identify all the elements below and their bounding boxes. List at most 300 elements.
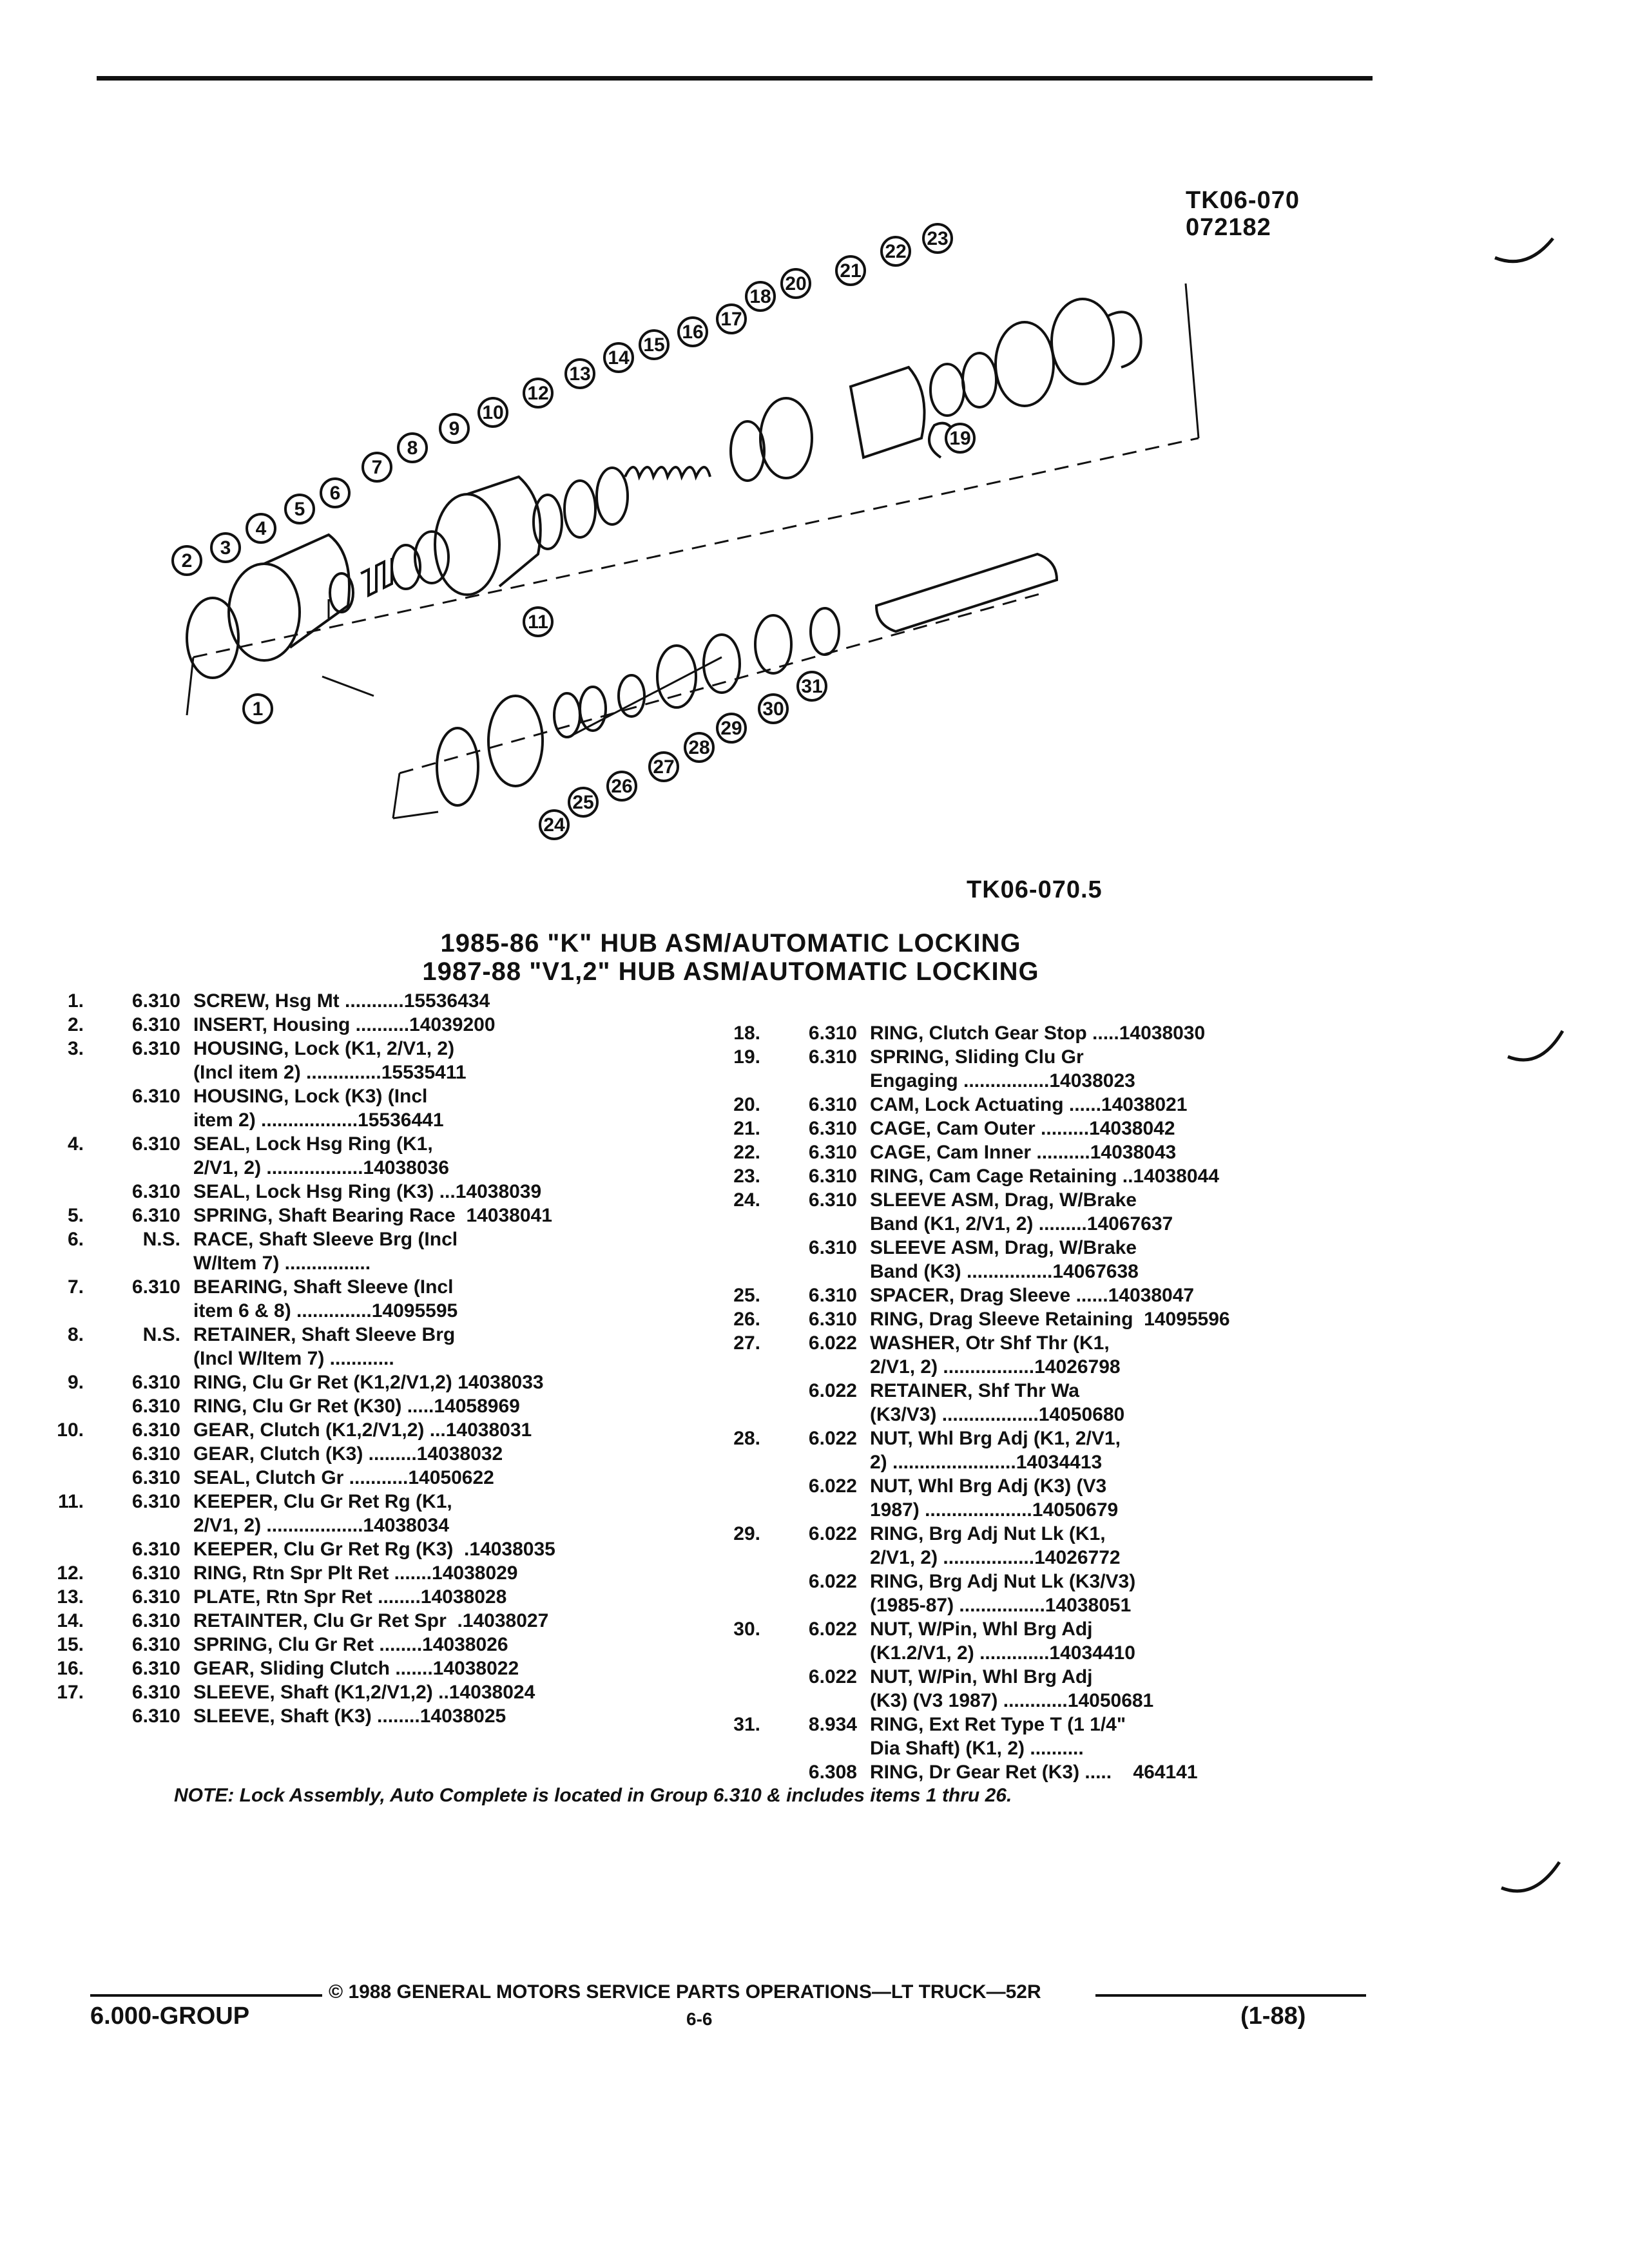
part-description: NUT, W/Pin, Whl Brg Adj	[870, 1666, 1093, 1687]
part-description: HOUSING, Lock (K3) (Incl	[193, 1086, 428, 1107]
item-number	[26, 1466, 97, 1490]
item-number: 21.	[733, 1118, 760, 1139]
group-code: 6.022	[808, 1332, 857, 1354]
part-description: (Incl item 2) ..............15535411	[193, 1062, 467, 1083]
parts-row	[702, 1665, 1360, 1689]
parts-row	[702, 1546, 1360, 1570]
group-code	[97, 1514, 193, 1537]
callout-label: 6	[329, 483, 341, 504]
item-number: 17.	[57, 1682, 84, 1703]
part-description: SPACER, Drag Sleeve ......14038047	[870, 1285, 1195, 1306]
part-description: NUT, Whl Brg Adj (K1, 2/V1,	[870, 1428, 1121, 1449]
item-number	[26, 1299, 97, 1323]
group-code	[773, 1641, 870, 1665]
item-number	[26, 1537, 97, 1561]
group-code: 8.934	[808, 1714, 857, 1735]
group-code	[97, 1347, 193, 1370]
group-code: 6.310	[131, 1634, 180, 1655]
group-code: 6.310	[131, 1419, 180, 1441]
callout-label: 23	[927, 228, 949, 249]
part-description: 2) .......................14034413	[870, 1452, 1103, 1473]
group-code: 6.308	[808, 1762, 857, 1783]
callout-label: 11	[528, 611, 548, 633]
item-number	[26, 1156, 97, 1180]
group-label: 6.000-GROUP	[90, 2003, 250, 2030]
parts-row	[702, 1021, 1360, 1045]
parts-row	[702, 1117, 1360, 1140]
part-description: SPRING, Shaft Bearing Race 14038041	[193, 1205, 552, 1226]
part-description: 1987) ....................14050679	[870, 1499, 1119, 1521]
item-number: 5.	[67, 1205, 84, 1226]
callout-label: 31	[801, 676, 823, 697]
callout-label: 25	[572, 792, 594, 813]
item-number: 12.	[57, 1562, 84, 1584]
item-number	[702, 1641, 773, 1665]
revision-date: (1-88)	[1240, 2003, 1306, 2030]
callout-label: 5	[294, 499, 305, 520]
parts-row	[26, 1609, 709, 1633]
part-description: (K1.2/V1, 2) .............14034410	[870, 1642, 1135, 1664]
callout-label: 15	[643, 334, 665, 356]
part-description: PLATE, Rtn Spr Ret ........14038028	[193, 1586, 507, 1608]
group-code: 6.310	[131, 1586, 180, 1608]
item-number: 4.	[67, 1133, 84, 1155]
group-code	[773, 1450, 870, 1474]
group-code	[97, 1061, 193, 1084]
parts-row	[26, 989, 709, 1013]
group-code: 6.310	[131, 1181, 180, 1202]
group-code: 6.022	[808, 1475, 857, 1497]
group-code: 6.310	[131, 1086, 180, 1107]
callout-group	[173, 224, 974, 839]
part-description: SEAL, Clutch Gr ...........14050622	[193, 1467, 494, 1488]
parts-row	[702, 1450, 1360, 1474]
item-number: 25.	[733, 1285, 760, 1306]
group-code	[773, 1260, 870, 1283]
item-number	[26, 1108, 97, 1132]
callout-label: 8	[407, 437, 418, 459]
parts-row	[26, 1347, 709, 1370]
group-code: 6.310	[808, 1166, 857, 1187]
group-code	[773, 1403, 870, 1427]
parts-row	[702, 1355, 1360, 1379]
part-description: W/Item 7) ................	[193, 1253, 371, 1274]
group-code	[773, 1069, 870, 1093]
parts-row	[26, 1299, 709, 1323]
part-description: RING, Clutch Gear Stop .....14038030	[870, 1023, 1206, 1044]
item-number	[702, 1260, 773, 1283]
group-code: 6.022	[808, 1523, 857, 1544]
part-description: SLEEVE, Shaft (K1,2/V1,2) ..14038024	[193, 1682, 535, 1703]
part-description: SPRING, Sliding Clu Gr	[870, 1046, 1084, 1068]
part-description: (K3/V3) ..................14050680	[870, 1404, 1125, 1425]
part-description: RETAINTER, Clu Gr Ret Spr .14038027	[193, 1610, 549, 1631]
note: NOTE: Lock Assembly, Auto Complete is located in Group 6.310 & includes items 1 thru 26.	[174, 1785, 1012, 1806]
item-number	[26, 1061, 97, 1084]
callout-label: 30	[762, 698, 784, 720]
spring-retainer-shape	[597, 468, 628, 524]
item-number: 24.	[733, 1189, 760, 1211]
lock-housing-body	[264, 535, 349, 648]
item-number: 2.	[67, 1014, 84, 1035]
group-code: 6.310	[808, 1309, 857, 1330]
item-number	[702, 1570, 773, 1593]
footer-rule-right	[1095, 1994, 1366, 1997]
clutch-gear-shape	[435, 494, 499, 595]
upper-axis-start	[187, 657, 193, 715]
parts-row	[26, 1704, 709, 1728]
parts-row	[26, 1490, 709, 1514]
lock-housing-shape	[229, 564, 300, 660]
part-description: RING, Ext Ret Type T (1 1/4"	[870, 1714, 1126, 1735]
group-code: 6.310	[131, 1467, 180, 1488]
nut-shape	[657, 646, 696, 707]
group-code: 6.310	[131, 1682, 180, 1703]
part-description: (K3) (V3 1987) ............14050681	[870, 1690, 1154, 1711]
item-number	[702, 1474, 773, 1498]
item-number	[702, 1546, 773, 1570]
leader-1	[322, 677, 374, 696]
parts-row	[702, 1427, 1360, 1450]
margin-mark-1	[1489, 232, 1566, 284]
parts-row	[702, 1641, 1360, 1665]
callout-label: 24	[543, 814, 565, 836]
item-number: 16.	[57, 1658, 84, 1679]
parts-row	[26, 1013, 709, 1037]
item-number: 1.	[67, 990, 84, 1012]
pin-nut-shape	[755, 615, 791, 673]
parts-row	[702, 1570, 1360, 1593]
callout-label: 12	[527, 383, 549, 404]
part-description: RING, Brg Adj Nut Lk (K3/V3)	[870, 1571, 1136, 1592]
item-number: 31.	[733, 1714, 760, 1735]
group-code: N.S.	[142, 1324, 180, 1345]
item-number	[26, 1347, 97, 1370]
callout-label: 3	[220, 537, 231, 559]
item-number: 18.	[733, 1023, 760, 1044]
sliding-clutch-shape	[760, 398, 812, 478]
part-description: 2/V1, 2) ..................14038036	[193, 1157, 449, 1178]
part-description: RACE, Shaft Sleeve Brg (Incl	[193, 1229, 458, 1250]
parts-row	[26, 1061, 709, 1084]
part-description: SPRING, Clu Gr Ret ........14038026	[193, 1634, 508, 1655]
parts-row	[702, 1689, 1360, 1713]
title-line-1: 1985-86 "K" HUB ASM/AUTOMATIC LOCKING	[440, 929, 1021, 957]
callout-label: 20	[785, 273, 807, 294]
parts-row	[26, 1204, 709, 1227]
part-description: RING, Rtn Spr Plt Ret .......14038029	[193, 1562, 518, 1584]
part-description: GEAR, Sliding Clutch .......14038022	[193, 1658, 519, 1679]
parts-row	[702, 1522, 1360, 1546]
callout-label: 1	[252, 698, 264, 720]
group-code: 6.310	[808, 1046, 857, 1068]
footer-rule-left	[90, 1994, 322, 1997]
exploded-hub-diagram	[168, 168, 1263, 889]
parts-row	[702, 1260, 1360, 1283]
insert-housing-shape	[187, 598, 238, 678]
parts-row	[26, 1227, 709, 1251]
item-number	[702, 1450, 773, 1474]
clutch-spring-shape	[625, 467, 710, 477]
item-number: 20.	[733, 1094, 760, 1115]
item-number: 29.	[733, 1523, 760, 1544]
item-number: 6.	[67, 1229, 84, 1250]
parts-row	[26, 1680, 709, 1704]
parts-row	[702, 1236, 1360, 1260]
item-number	[702, 1355, 773, 1379]
group-code	[97, 1299, 193, 1323]
part-description: BEARING, Shaft Sleeve (Incl	[193, 1276, 454, 1298]
ext-ring-shape	[811, 608, 839, 655]
margin-mark-2	[1501, 1024, 1572, 1082]
callout-label: 9	[448, 418, 460, 439]
upper-axis-end	[1186, 284, 1199, 438]
item-number: 26.	[733, 1309, 760, 1330]
callout-label: 22	[885, 241, 907, 262]
parts-row	[26, 1514, 709, 1537]
parts-row	[702, 1498, 1360, 1522]
part-description: 2/V1, 2) .................14026798	[870, 1356, 1121, 1378]
group-code: 6.310	[131, 1038, 180, 1059]
item-number	[26, 1514, 97, 1537]
item-number	[702, 1212, 773, 1236]
part-description: RETAINER, Shf Thr Wa	[870, 1380, 1079, 1401]
group-code: 6.310	[808, 1118, 857, 1139]
parts-row	[702, 1760, 1360, 1784]
item-number: 30.	[733, 1619, 760, 1640]
spring-shape	[361, 558, 392, 595]
group-code: 6.310	[131, 990, 180, 1012]
callout-label: 18	[749, 286, 771, 307]
item-number	[702, 1498, 773, 1522]
group-code: 6.310	[131, 1562, 180, 1584]
group-code: 6.310	[131, 1610, 180, 1631]
parts-row	[702, 1593, 1360, 1617]
parts-row	[702, 1164, 1360, 1188]
parts-row	[26, 1180, 709, 1204]
group-code: 6.022	[808, 1571, 857, 1592]
parts-list-left	[26, 989, 709, 1728]
parts-row	[26, 1370, 709, 1394]
parts-row	[26, 1275, 709, 1299]
group-code: 6.310	[808, 1237, 857, 1258]
parts-row	[26, 1156, 709, 1180]
callout-label: 2	[181, 550, 193, 572]
parts-row	[702, 1736, 1360, 1760]
callout-label: 13	[569, 363, 591, 385]
part-description: RING, Clu Gr Ret (K1,2/V1,2) 14038033	[193, 1372, 544, 1393]
part-description: RING, Drag Sleeve Retaining 14095596	[870, 1309, 1230, 1330]
item-number	[702, 1760, 773, 1784]
part-description: SCREW, Hsg Mt ...........15536434	[193, 990, 490, 1012]
group-code: N.S.	[142, 1229, 180, 1250]
parts-row	[702, 1188, 1360, 1212]
item-number	[702, 1403, 773, 1427]
group-code: 6.310	[131, 1276, 180, 1298]
part-description: Engaging ................14038023	[870, 1070, 1135, 1091]
item-number	[702, 1689, 773, 1713]
parts-row	[26, 1585, 709, 1609]
group-code	[773, 1498, 870, 1522]
page-number: 6-6	[686, 2009, 713, 2029]
part-description: KEEPER, Clu Gr Ret Rg (K3) .14038035	[193, 1539, 555, 1560]
group-code: 6.022	[808, 1428, 857, 1449]
part-description: RING, Cam Cage Retaining ..14038044	[870, 1166, 1219, 1187]
part-description: Band (K3) ................14067638	[870, 1261, 1139, 1282]
group-code	[773, 1689, 870, 1713]
callout-label: 29	[720, 718, 742, 739]
ring-shape	[731, 421, 764, 481]
item-number: 28.	[733, 1428, 760, 1449]
part-description: (Incl W/Item 7) ............	[193, 1348, 394, 1369]
lower-axis-start	[393, 773, 400, 818]
item-number	[26, 1180, 97, 1204]
parts-row	[26, 1633, 709, 1657]
parts-row	[702, 1140, 1360, 1164]
part-description: SLEEVE ASM, Drag, W/Brake	[870, 1189, 1137, 1211]
group-code: 6.310	[131, 1706, 180, 1727]
group-code: 6.310	[131, 1491, 180, 1512]
callout-label: 28	[688, 737, 710, 758]
parts-row	[702, 1403, 1360, 1427]
item-number: 13.	[57, 1586, 84, 1608]
figure-id: TK06-070	[1186, 187, 1300, 214]
part-description: 2/V1, 2) ..................14038034	[193, 1515, 449, 1536]
group-code: 6.310	[131, 1133, 180, 1155]
item-number: 15.	[57, 1634, 84, 1655]
item-number	[702, 1593, 773, 1617]
part-description: item 2) ..................15536441	[193, 1110, 444, 1131]
title-line-2: 1987-88 "V1,2" HUB ASM/AUTOMATIC LOCKING	[422, 957, 1039, 986]
callout-label: 4	[255, 518, 267, 539]
group-code: 6.310	[131, 1014, 180, 1035]
leader-30	[574, 657, 722, 735]
part-description: SEAL, Lock Hsg Ring (K3) ...14038039	[193, 1181, 542, 1202]
group-code	[97, 1108, 193, 1132]
parts-row	[702, 1379, 1360, 1403]
group-code: 6.310	[131, 1372, 180, 1393]
parts-row	[702, 1331, 1360, 1355]
part-description: INSERT, Housing ..........14039200	[193, 1014, 496, 1035]
item-number	[26, 1394, 97, 1418]
parts-list-right	[702, 1021, 1360, 1784]
group-code: 6.310	[808, 1142, 857, 1163]
part-description: WASHER, Otr Shf Thr (K1,	[870, 1332, 1110, 1354]
parts-row	[702, 1474, 1360, 1498]
item-number: 3.	[67, 1038, 84, 1059]
group-code	[773, 1593, 870, 1617]
callout-label: 27	[653, 756, 675, 778]
retainer-ring-shape	[534, 495, 562, 549]
group-code: 6.310	[808, 1094, 857, 1115]
sliding-spring-shape	[930, 364, 964, 416]
part-description: item 6 & 8) ..............14095595	[193, 1300, 458, 1321]
group-code: 6.310	[131, 1205, 180, 1226]
group-code	[773, 1736, 870, 1760]
part-description: HOUSING, Lock (K1, 2/V1, 2)	[193, 1038, 455, 1059]
spacer-shape	[554, 693, 580, 737]
cam-shape	[963, 353, 996, 407]
item-number: 7.	[67, 1276, 84, 1298]
top-rule	[97, 76, 1373, 81]
lower-axis-foot	[393, 812, 438, 818]
copyright: © 1988 GENERAL MOTORS SERVICE PARTS OPERATIONS—LT TRUCK—52R	[329, 1981, 1041, 2003]
item-number: 23.	[733, 1166, 760, 1187]
callout-label: 21	[840, 260, 862, 282]
part-description: NUT, Whl Brg Adj (K3) (V3	[870, 1475, 1107, 1497]
drag-sleeve-shape	[437, 728, 478, 805]
parts-row	[26, 1394, 709, 1418]
part-description: GEAR, Clutch (K1,2/V1,2) ...14038031	[193, 1419, 532, 1441]
margin-mark-3	[1495, 1856, 1572, 1914]
item-number: 8.	[67, 1324, 84, 1345]
group-code: 6.022	[808, 1380, 857, 1401]
part-description: SLEEVE, Shaft (K3) ........14038025	[193, 1706, 506, 1727]
item-number: 14.	[57, 1610, 84, 1631]
part-description: Dia Shaft) (K1, 2) ..........	[870, 1738, 1084, 1759]
parts-row	[702, 1069, 1360, 1093]
callout-label: 10	[482, 402, 504, 423]
part-description: SEAL, Lock Hsg Ring (K1,	[193, 1133, 433, 1155]
axle-shaft-shape	[876, 554, 1057, 631]
callout-label: 26	[611, 776, 633, 797]
spring-plate-shape	[564, 481, 595, 537]
group-code: 6.310	[131, 1539, 180, 1560]
callout-label: 17	[720, 309, 742, 330]
part-description: Band (K1, 2/V1, 2) .........14067637	[870, 1213, 1173, 1235]
item-number	[702, 1236, 773, 1260]
group-code: 6.310	[131, 1658, 180, 1679]
parts-row	[702, 1212, 1360, 1236]
parts-row	[26, 1657, 709, 1680]
part-description: CAGE, Cam Inner ..........14038043	[870, 1142, 1177, 1163]
callout-label: 7	[371, 457, 383, 478]
parts-row	[26, 1251, 709, 1275]
outer-cage-shape	[996, 322, 1054, 406]
part-description: (1985-87) ................14038051	[870, 1595, 1132, 1616]
figure-code: TK06-070.5	[967, 876, 1103, 903]
part-description: RING, Clu Gr Ret (K30) .....14058969	[193, 1396, 520, 1417]
parts-row	[26, 1466, 709, 1490]
washer-shape	[619, 675, 644, 716]
parts-row	[702, 1617, 1360, 1641]
part-description: 2/V1, 2) .................14026772	[870, 1547, 1121, 1568]
item-number: 27.	[733, 1332, 760, 1354]
part-description: RING, Brg Adj Nut Lk (K1,	[870, 1523, 1106, 1544]
parts-row	[702, 1713, 1360, 1736]
part-description: RING, Dr Gear Ret (K3) ..... 464141	[870, 1762, 1198, 1783]
item-number	[702, 1379, 773, 1403]
parts-row	[26, 1561, 709, 1585]
figure-number: 072182	[1186, 214, 1271, 241]
parts-row	[26, 1418, 709, 1442]
part-description: NUT, W/Pin, Whl Brg Adj	[870, 1619, 1093, 1640]
group-code: 6.022	[808, 1666, 857, 1687]
lower-axis-line	[400, 593, 1044, 773]
group-code	[97, 1156, 193, 1180]
item-number	[26, 1084, 97, 1108]
parts-row	[26, 1037, 709, 1061]
item-number: 10.	[57, 1419, 84, 1441]
item-number: 22.	[733, 1142, 760, 1163]
item-number: 11.	[57, 1491, 84, 1512]
group-code: 6.022	[808, 1619, 857, 1640]
item-number: 19.	[733, 1046, 760, 1068]
part-description: KEEPER, Clu Gr Ret Rg (K1,	[193, 1491, 452, 1512]
parts-row	[26, 1323, 709, 1347]
group-code: 6.310	[131, 1396, 180, 1417]
callout-label: 19	[949, 428, 971, 449]
